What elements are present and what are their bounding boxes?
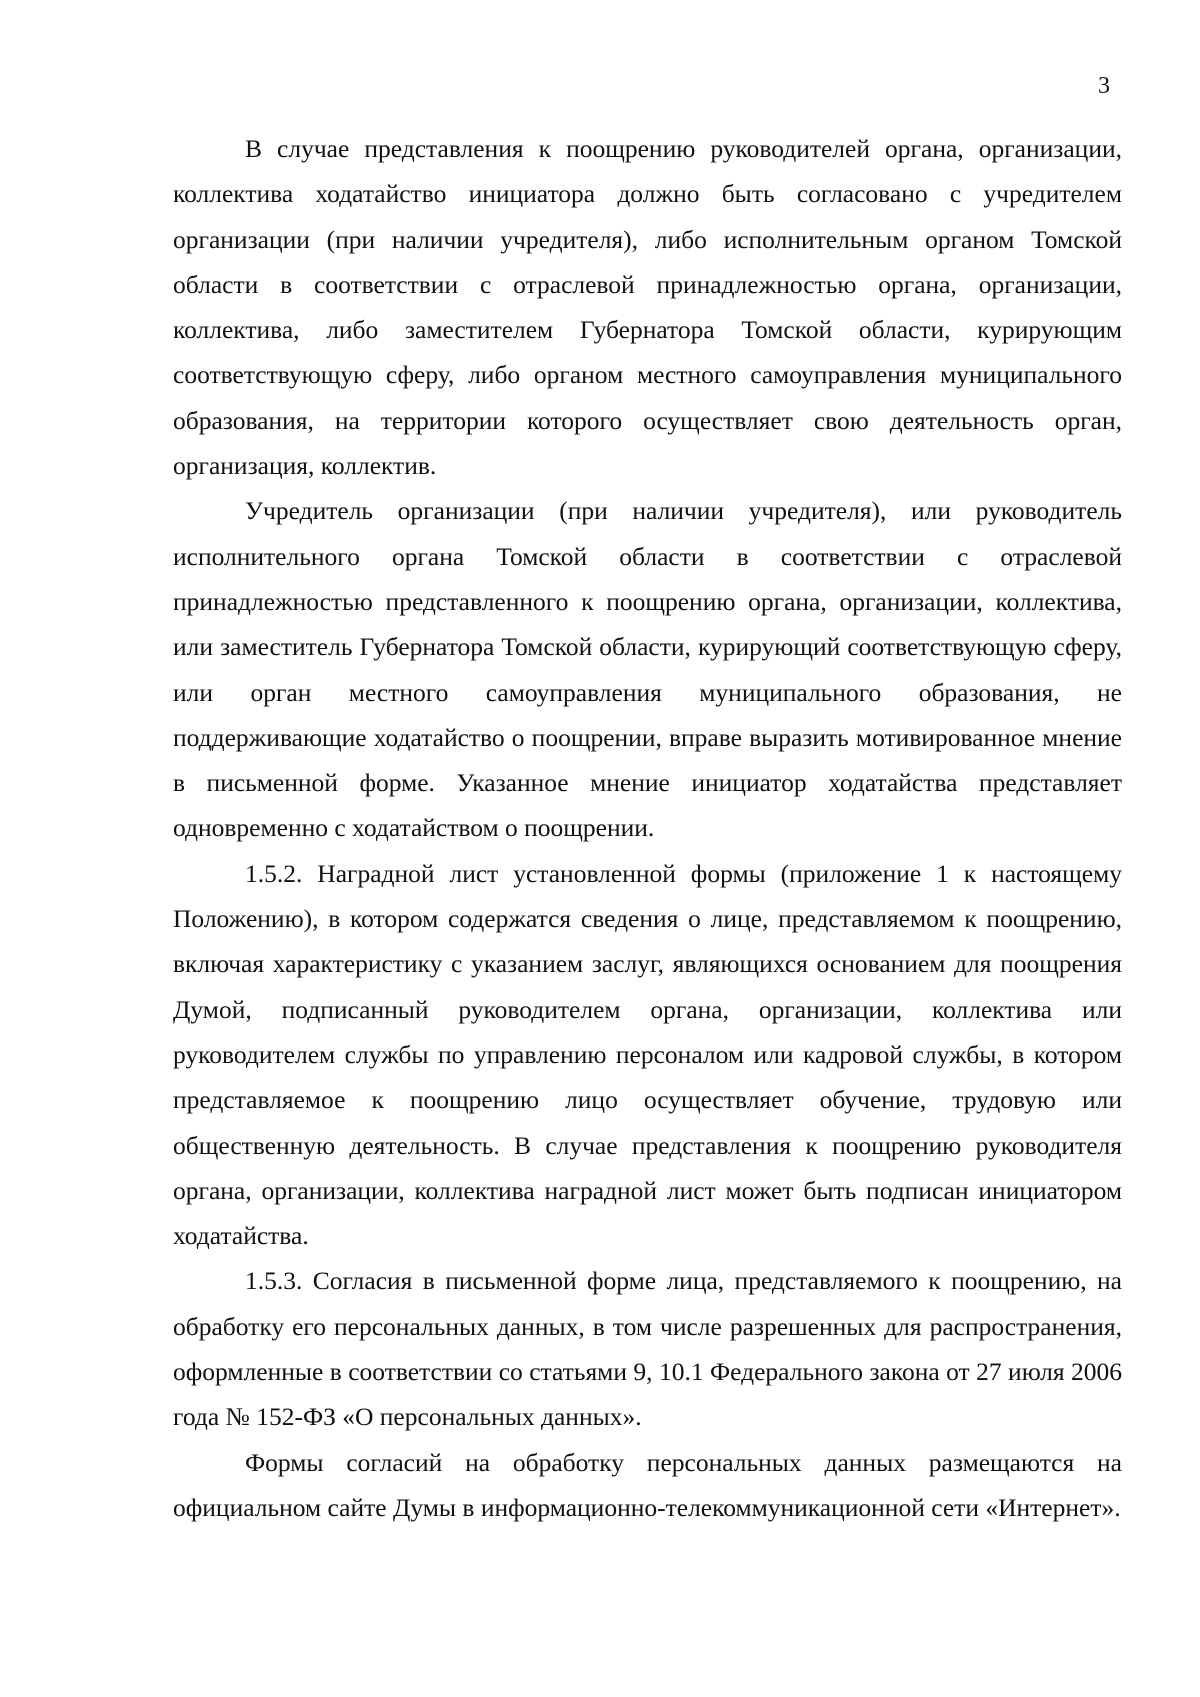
paragraph-consent-forms: Формы согласий на обработку персональных данных размещаются на официальном сайте Думы в информационно-телекоммуникационной сети «Интернет». [173, 1447, 1122, 1522]
document-body [173, 126, 1122, 1530]
page-number: 3 [1098, 73, 1110, 99]
paragraph-approval-requirement: В случае представления к поощрению руководителей органа, организации, коллектива ходатайство инициатора должно быть согласовано с учредителем организации (при наличии учредителя), либо исполнительным органом Томской области в соответствии с отраслевой принадлежностью органа, организации, коллектива, либо заместителем Губернатора Томской области, курирующим соответствующую сферу, либо органом местного самоуправления муниципального образования, на территории которого осуществляет свою деятельность орган, организация, коллектив. [173, 134, 1122, 481]
paragraph-personal-data-consent: 1.5.3. Согласия в письменной форме лица, представляемого к поощрению, на обработку его персональных данных, в том числе разрешенных для распространения, оформленные в соответствии со статьями 9, 10.1 Федерального закона от 27 июля 2006 года № 152-ФЗ «О персональных данных». [173, 1266, 1122, 1432]
paragraph-award-sheet: 1.5.2. Наградной лист установленной формы (приложение 1 к настоящему Положению), в котором содержатся сведения о лице, представляемом к поощрению, включая характеристику с указанием заслуг, являющихся основанием для поощрения Думой, подписанный руководителем органа, организации, коллектива или руководителем службы по управлению персоналом или кадровой службы, в котором представляемое к поощрению лицо осуществляет обучение, трудовую или общественную деятельность. В случае представления к поощрению руководителя органа, организации, коллектива наградной лист может быть подписан инициатором ходатайства. [173, 858, 1122, 1251]
paragraph-founder-opinion: Учредитель организации (при наличии учредителя), или руководитель исполнительного органа Томской области в соответствии с отраслевой принадлежностью представленного к поощрению органа, организации, коллектива, или заместитель Губернатора Томской области, курирующий соответствующую сферу, или орган местного самоуправления муниципального образования, не поддерживающие ходатайство о поощрении, вправе выразить мотивированное мнение в письменной форме. Указанное мнение инициатор ходатайства представляет одновременно с ходатайством о поощрении. [173, 496, 1122, 843]
